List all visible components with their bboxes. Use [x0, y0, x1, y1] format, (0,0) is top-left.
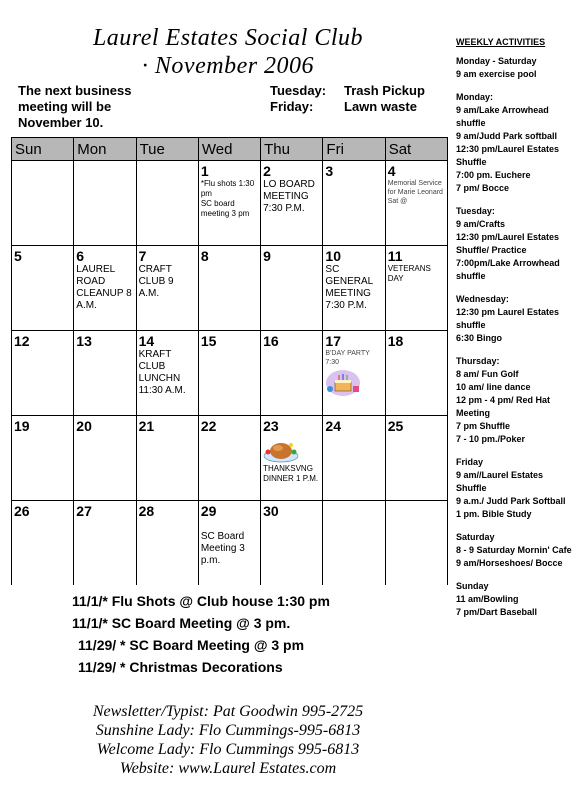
day-event: SC board meeting 3 pm — [200, 199, 250, 218]
weekly-activities-panel — [456, 36, 576, 629]
day-number: 16 — [263, 333, 279, 349]
calendar-day-cell — [198, 331, 260, 416]
day-number: 25 — [387, 418, 404, 434]
weekly-section-title: Friday — [456, 457, 484, 467]
day-number: 12 — [14, 333, 30, 349]
note-line: 11/29/ * SC Board Meeting @ 3 pm — [78, 637, 305, 653]
weekly-activity-item: 9 a.m./ Judd Park Softball — [456, 496, 566, 506]
day-number: 19 — [14, 418, 30, 434]
weekly-section — [456, 91, 576, 195]
calendar-day-cell — [136, 416, 198, 501]
note-line: 11/1/* SC Board Meeting @ 3 pm. — [72, 615, 291, 631]
pickup-schedule — [270, 83, 450, 115]
calendar-day-cell — [12, 161, 74, 246]
weekly-activity-item: 10 am/ line dance — [456, 382, 531, 392]
weekday-header: Sat — [385, 138, 447, 161]
calendar-day-cell — [136, 246, 198, 331]
day-number: 15 — [200, 333, 217, 349]
newsletter-month: · November 2006 — [141, 53, 315, 79]
weekly-activity-item: 7:00pm/Lake Arrowhead shuffle — [456, 258, 560, 281]
weekday-header: Tue — [136, 138, 198, 161]
day-number: 2 — [263, 163, 271, 179]
calendar-week — [12, 246, 448, 331]
note-line: 11/1/* Flu Shots @ Club house 1:30 pm — [72, 593, 330, 609]
weekly-section — [456, 580, 576, 619]
pickup-day: Tuesday: — [270, 83, 327, 98]
day-number: 21 — [138, 418, 155, 434]
weekly-activity-item: 7:00 pm. Euchere — [456, 170, 531, 180]
pickup-day: Friday: — [270, 99, 314, 114]
calendar-day-cell — [74, 161, 136, 246]
calendar-day-cell — [323, 246, 385, 331]
weekly-activity-item: 7 pm/Dart Baseball — [456, 607, 538, 617]
calendar-day-cell — [12, 416, 74, 501]
day-number: 20 — [76, 418, 92, 434]
weekly-activity-item: 9 am/Crafts — [456, 219, 506, 229]
calendar-week — [12, 416, 448, 501]
weekly-activity-item: 6:30 Bingo — [456, 333, 503, 343]
weekly-section — [456, 205, 576, 283]
weekly-section-title: Thursday: — [456, 356, 500, 366]
weekly-activity-item: 8 - 9 Saturday Mornin' Cafe — [456, 545, 572, 555]
weekly-section-title: Monday: — [456, 92, 493, 102]
calendar-day-cell — [261, 161, 323, 246]
day-event: LAUREL ROAD CLEANUP 8 A.M. — [76, 264, 132, 311]
day-number: 22 — [200, 418, 217, 434]
footer-line: Newsletter/Typist: Pat Goodwin 995-2725 — [92, 703, 364, 720]
day-number: 11 — [387, 248, 403, 264]
day-event: LO BOARD MEETING 7:30 P.M. — [263, 179, 315, 214]
day-number: 13 — [76, 333, 92, 349]
day-number: 9 — [263, 248, 271, 264]
calendar-week — [12, 501, 448, 586]
day-event: B'DAY PARTY 7:30 — [325, 350, 370, 366]
calendar-day-cell — [261, 501, 323, 586]
calendar-day-cell — [74, 331, 136, 416]
calendar-day-cell — [74, 246, 136, 331]
weekly-activity-item: 8 am/ Fun Golf — [456, 369, 519, 379]
weekly-activity-item: 9 am/Judd Park softball — [456, 131, 558, 141]
weekly-section — [456, 355, 576, 446]
weekday-header: Sun — [12, 138, 74, 161]
weekly-section-title: Wednesday: — [456, 294, 509, 304]
calendar-day-cell — [323, 331, 385, 416]
day-event: *Flu shots 1:30 pm — [200, 179, 255, 198]
newsletter-title: Laurel Estates Social Club — [92, 25, 364, 51]
weekly-section — [456, 456, 576, 521]
calendar-week — [12, 331, 448, 416]
weekly-sections — [456, 55, 576, 619]
calendar-day-cell — [198, 161, 260, 246]
note-line: 11/29/ * Christmas Decorations — [78, 659, 283, 675]
day-number: 30 — [263, 503, 279, 519]
day-number: 18 — [387, 333, 404, 349]
weekday-header: Thu — [261, 138, 323, 161]
weekly-activity-item: 9 am exercise pool — [456, 69, 537, 79]
weekday-header: Mon — [74, 138, 136, 161]
weekly-activity-item: 7 - 10 pm./Poker — [456, 434, 526, 444]
weekly-section-title: Monday - Saturday — [456, 56, 537, 66]
calendar-day-cell — [12, 246, 74, 331]
weekly-activities-heading: WEEKLY ACTIVITIES — [456, 37, 546, 47]
weekday-header-row — [12, 138, 448, 161]
day-number: 8 — [200, 248, 209, 264]
weekly-activity-item: 9 am/Horseshoes/ Bocce — [456, 558, 563, 568]
calendar-day-cell — [74, 501, 136, 586]
day-event: Memorial Service for Marie Leonard Sat @ — [387, 180, 443, 205]
day-event: CRAFT CLUB 9 A.M. — [138, 264, 174, 299]
day-number: 26 — [14, 503, 30, 519]
day-number: 29 — [200, 503, 217, 519]
day-number: 10 — [325, 248, 341, 264]
day-event: VETERANS DAY — [387, 264, 431, 283]
calendar-week — [12, 161, 448, 246]
weekly-activity-item: 11 am/Bowling — [456, 594, 519, 604]
footer-line: Sunshine Lady: Flo Cummings-995-6813 — [95, 722, 361, 739]
day-number: 1 — [200, 163, 209, 179]
weekly-activity-item: 9 am/Lake Arrowhead shuffle — [456, 105, 549, 128]
weekly-activity-item: 12:30 pm/Laurel Estates Shuffle — [456, 144, 560, 167]
weekly-activity-item: 7 pm/ Bocce — [456, 183, 510, 193]
weekly-section-title: Tuesday: — [456, 206, 495, 216]
calendar-day-cell — [385, 331, 447, 416]
calendar-day-cell — [198, 416, 260, 501]
weekly-section-title: Sunday — [456, 581, 489, 591]
weekly-activity-item: 12 pm - 4 pm/ Red Hat Meeting — [456, 395, 551, 418]
calendar-day-cell — [136, 331, 198, 416]
pickup-item: Trash Pickup — [344, 83, 425, 98]
weekday-header: Wed — [198, 138, 260, 161]
pickup-item: Lawn waste — [344, 99, 417, 114]
weekly-activity-item: 9 am//Laurel Estates Shuffle — [456, 470, 544, 493]
contact-footer — [10, 702, 446, 778]
weekly-activity-item: 12:30 pm Laurel Estates shuffle — [456, 307, 560, 330]
day-number: 14 — [138, 333, 155, 349]
day-number: 27 — [76, 503, 92, 519]
day-number: 7 — [138, 248, 147, 264]
weekly-section-title: Saturday — [456, 532, 495, 542]
day-number: 3 — [325, 163, 334, 179]
calendar-day-cell — [323, 416, 385, 501]
footer-line: Welcome Lady: Flo Cummings 995-6813 — [96, 741, 360, 758]
monthly-calendar — [11, 137, 448, 585]
birthday-cake-icon — [325, 369, 361, 397]
calendar-day-cell — [74, 416, 136, 501]
day-number: 4 — [387, 163, 396, 179]
day-number: 17 — [325, 333, 341, 349]
weekly-activity-item: 1 pm. Bible Study — [456, 509, 532, 519]
day-number: 28 — [138, 503, 155, 519]
calendar-day-cell — [198, 246, 260, 331]
weekday-header: Fri — [323, 138, 385, 161]
weekly-section — [456, 293, 576, 345]
turkey-dinner-icon — [263, 436, 299, 464]
pickup-row — [270, 99, 450, 115]
weekly-activity-item: 7 pm Shuffle — [456, 421, 511, 431]
calendar-day-cell — [12, 501, 74, 586]
calendar-day-cell — [323, 501, 385, 586]
calendar-day-cell — [323, 161, 385, 246]
weekly-section — [456, 531, 576, 570]
calendar-day-cell — [12, 331, 74, 416]
calendar-day-cell — [136, 161, 198, 246]
day-number: 6 — [76, 248, 85, 264]
calendar-day-cell — [385, 246, 447, 331]
calendar-day-cell — [261, 416, 323, 501]
weekly-section — [456, 55, 576, 81]
next-meeting-note: The next business meeting will be November 10. — [18, 83, 132, 130]
calendar-day-cell — [261, 331, 323, 416]
special-notes — [72, 590, 432, 678]
calendar-day-cell — [136, 501, 198, 586]
pickup-row — [270, 83, 450, 99]
weekly-activity-item: 12:30 pm/Laurel Estates Shuffle/ Practice — [456, 232, 560, 255]
footer-line: Website: www.Laurel Estates.com — [119, 760, 337, 777]
day-event: SC Board Meeting 3 p.m. — [200, 531, 245, 566]
calendar-day-cell — [261, 246, 323, 331]
day-number: 24 — [325, 418, 341, 434]
calendar-day-cell — [385, 416, 447, 501]
day-event: KRAFT CLUB LUNCHN 11:30 A.M. — [138, 349, 186, 396]
calendar-day-cell — [385, 501, 447, 586]
day-event: THANKSVNG DINNER 1 P.M. — [263, 464, 319, 483]
day-event: SC GENERAL MEETING 7:30 P.M. — [325, 264, 373, 311]
day-number: 23 — [263, 418, 279, 434]
calendar-day-cell — [385, 161, 447, 246]
day-number: 5 — [14, 248, 22, 264]
calendar-day-cell — [198, 501, 260, 586]
